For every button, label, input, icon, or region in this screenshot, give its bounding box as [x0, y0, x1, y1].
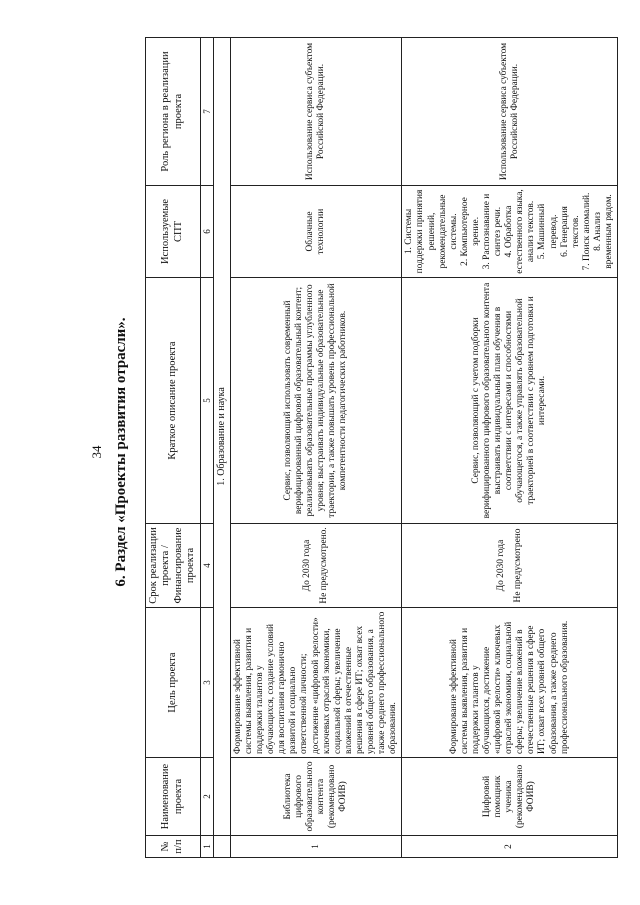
column-number: 1 [200, 836, 214, 858]
column-number: 6 [200, 186, 214, 278]
tech-item: 8. Анализ временным рядом. [592, 194, 614, 269]
column-number: 7 [200, 38, 214, 186]
row-number: 1 [230, 836, 401, 858]
column-number: 5 [200, 278, 214, 524]
header-term: Срок реализации проекта / Финансирование проекта [146, 524, 201, 608]
tech-item: 5. Машинный перевод. [537, 203, 559, 260]
column-number: 2 [200, 758, 214, 836]
header-description: Краткое описание проекта [146, 278, 201, 524]
section-title: 6. Раздел «Проекты развития отрасли». [113, 317, 129, 587]
project-tech-list [402, 186, 618, 278]
project-role: Использование сервиса субъектом Российской Федерации. [230, 38, 401, 186]
page-number: 34 [89, 445, 104, 459]
tech-item: 1. Системы поддержки принятия решений, рекомендательные системы. [404, 189, 459, 274]
project-name: Библиотека цифрового образовательного контента (рекомендовано ФОИВ) [230, 758, 401, 836]
tech-item: 3. Распознавание и синтез речи. [481, 193, 504, 270]
project-term: До 2030 года [302, 539, 313, 592]
project-term-cell [402, 524, 618, 608]
section-row [214, 38, 231, 858]
tech-item: 7. Поиск аномалий. [581, 192, 592, 271]
project-term-cell [230, 524, 401, 608]
section-empty-cell [214, 836, 231, 858]
project-funding: Не предусмотрено [512, 528, 523, 603]
table-row [402, 38, 618, 858]
column-number: 4 [200, 524, 214, 608]
tech-item: 6. Генерация текстов. [559, 206, 581, 257]
project-description: Сервис, позволяющий с учетом подборки верифицированного цифрового образовательного контента выстраивать индивидуальный план обучения в соответствии с интересами и способностями обучающегося, а также управлять образовательной траекторией в соответствии с уровнем подготовки и интересами. [402, 278, 618, 524]
project-funding: Не предусмотрено. [319, 527, 330, 604]
column-number: 3 [200, 608, 214, 758]
projects-table [145, 37, 618, 858]
project-name: Цифровой помощник ученика (рекомендовано ФОИВ) [402, 758, 618, 836]
header-row [146, 38, 201, 858]
tech-item: 2. Компьютерное зрение. [459, 197, 481, 266]
header-role: Роль региона в реализации проекта [146, 38, 201, 186]
row-number: 2 [402, 836, 618, 858]
column-number-row [200, 38, 214, 858]
header-num: № п/п [146, 836, 201, 858]
project-role: Использование сервиса субъектом Российской Федерации. [402, 38, 618, 186]
project-description: Сервис, позволяющий использовать современный верифицированный цифровой образовательный контент; реализовывать образовательные программы углубленного уровня; выстраивать индивидуальные образовательные траектории, а также повышать уровень профессиональной компетентности педагогических работников. [230, 278, 401, 524]
table-row [230, 38, 401, 858]
rotated-content [77, 24, 614, 880]
project-term: До 2030 года [495, 539, 506, 592]
section-heading: 1. Образование и наука [214, 38, 231, 836]
project-tech: Облачные технологии [230, 186, 401, 278]
project-goal: Формирование эффективной системы выявления, развития и поддержки талантов у обучающихся, создание условий для воспитания гармонично развитой и социально ответственной личности; достижение «цифровой зрелости» ключевых отраслей экономики, социальной сферы; увеличение вложений в отечественные решения в сфере ИТ; охват всех уровней общего образования, а также среднего профессионального образования. [230, 608, 401, 758]
header-goal: Цель проекта [146, 608, 201, 758]
tech-item: 4. Обработка естественного языка, анализ текстов. [504, 189, 537, 274]
project-goal: Формирование эффективной системы выявления, развития и поддержки талантов у обучающихся, достижение «цифровой зрелости» ключевых отраслей экономики, социальной сферы; увеличение вложений в отечественные решения в сфере ИТ; охват всех уровней общего образования, а также среднего профессионального образования. [402, 608, 618, 758]
header-name: Наименование проекта [146, 758, 201, 836]
header-tech: Используемые СПТ [146, 186, 201, 278]
